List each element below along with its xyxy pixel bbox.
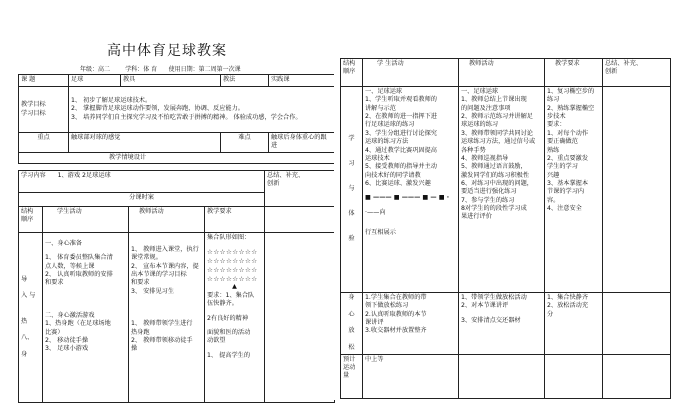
student-line: 4、通过教学比赛巩固提高 [365,146,437,154]
formation-row: ☆☆☆☆☆☆☆☆ [207,274,258,283]
teacher-line: 出本节课的学习目标 [131,271,187,279]
student-line: 和要求 [45,279,64,287]
learning-content [19,171,265,193]
drill-diagram: ■ ——— ■ ——— ■ — ■ · [365,194,450,202]
relax-teacher-activities [459,293,545,355]
empty-cell [603,354,671,398]
student-line: 点人数，等候上课 [45,262,95,270]
teacher-position-marker: ▲ [232,283,237,291]
teacher-activities [129,233,205,403]
teacher-line: 2、教师示范练习并讲解足 [461,113,533,121]
difficulty-text: 触球后身体重心的跟进 [269,133,335,153]
teacher-line: 热身跑 [131,328,150,336]
student-line: 行足球运球的练习 [365,121,415,129]
relax-requirements [545,293,603,355]
student-line: 课讲评 [365,319,384,327]
teacher-line: 和要求 [131,279,150,287]
student-line: 1、热身跑（在足球场地 [45,320,111,328]
requirement-line: 动欲望 [207,337,226,345]
formation-row: ☆☆☆☆☆☆☆☆ [207,257,258,266]
requirement-line: 2、放松活动充 [547,302,589,310]
goal-2: 2、 掌握脚背足球运球动作要领，发展奔跑、协调、反应能力。 [71,105,244,113]
teacher-line: 4、教师巡视指导 [461,154,509,162]
requirement-line: 要正确做范 [547,138,578,146]
order-column: 导 入 与 热 八、 身 [19,233,43,403]
teacher-line: 1、 教师带领学生进行 [131,320,193,328]
goals-label: 教学目标 学习目标 [19,87,69,133]
requirement-line: 1、集合快静齐 [547,294,589,301]
requirement-line: 4、注意安全 [547,205,582,213]
method-label: 教法 [221,75,269,87]
requirement-line: 伍快静齐。 [207,300,238,308]
teacher-line: 操 [131,345,138,353]
empty-cell [545,354,603,398]
key-point-text: 触球部对球的感觉 [69,133,221,153]
student-activity-header: 学生活动 [43,207,129,233]
student-line: 5、接受教师的指导并主动 [365,163,437,171]
teacher-line: 运球练习方法，通过信号或 [461,138,536,146]
student-line: 1.学生集合在教师的带 [365,294,427,301]
student-line: 行互相展示 [365,229,396,237]
teacher-line: 2、 教师带领移动徒手 [131,336,193,344]
formation-row: ☆☆☆☆☆☆☆☆ [207,248,258,257]
student-line: 一、身心准备 [45,240,83,247]
requirement-line: 学生的学习 [547,163,578,171]
difficulty-label: 难点 [221,133,269,153]
student-line: 2、在教师的进一指挥下进 [365,113,437,121]
order-column-practice: 学 习 与 体 验 [341,87,363,293]
requirement-line: 2、熟练掌握椭空 [547,104,595,112]
goals-text [69,87,335,133]
student-line: 1、学生听取并观看教师的 [365,96,437,104]
teacher-line: 5、教师通过语言鼓励， [461,163,527,171]
order-column-load: 预计 运动 量 [341,354,363,398]
requirement-line: 2、重点要激发 [547,154,589,162]
topic-value: 足球 [69,75,121,87]
student-line: 一、足球运球 [365,88,403,95]
requirement-line: 1、对每个动作 [547,129,589,137]
order-column-relax: 身 心 放 松 [341,293,363,355]
equipment-label: 教具 [121,75,221,87]
summary-label: 总结、补充、 创新 [265,171,335,207]
teacher-line: 球运球的练习 [461,121,499,129]
teacher-activities [459,87,545,293]
teacher-activity-header: 教师活动 [459,59,545,87]
learning-content-items: 1、游戏 2足球运球 [57,172,111,179]
requirement-line: 分 [547,310,554,318]
summary-empty [265,207,335,233]
formation-row: ☆☆☆☆☆☆☆☆ [207,265,258,274]
key-point-label: 重点 [19,133,69,153]
learning-content-label: 学习内容 [21,172,46,179]
teacher-line: 7、参与学生的练习 [461,196,515,204]
requirements-header: 教学要求 [545,59,603,87]
exercise-load: 中上等 [363,354,459,398]
drill-diagram-direction: ·——向 [365,208,386,216]
student-line: 3、学生分组进行讨论探究 [365,129,437,137]
formation-label: 集合队形如图： [207,234,251,241]
requirement-line: 兴趣 [547,171,560,179]
student-line: 运球的练习方法 [365,138,409,146]
student-line: 2、 认真听取教师的安排 [45,271,113,279]
student-line: 讲解与示范 [365,104,396,112]
teacher-line: 3、教师带领同学共同讨论 [461,129,533,137]
requirement-line: 要求： [547,121,566,129]
design-heading: 教学情境设计 [19,152,335,163]
topic-label: 课 题 [19,75,69,87]
relax-student-activities [363,293,459,355]
teacher-line: 2、 宣布本节课内容，提 [131,262,199,270]
student-line: 二、身心激活游戏 [45,311,95,319]
student-activities [363,87,459,293]
teacher-line: 2、对本节课讲评 [461,302,509,310]
requirement-line: 2有良好的精神 [207,314,249,322]
struct-label: 结构 顺序 [19,207,43,233]
summary-column [603,293,671,355]
student-line: 向技术好的同学请教 [365,171,421,179]
teacher-line: 果进行评价 [461,213,492,221]
time-heading: 分课时案 [19,193,265,207]
student-activities [43,233,129,403]
summary-column [265,233,335,403]
teacher-line: 1、带领学生做放松活动 [461,294,527,301]
requirements-column [545,87,603,293]
student-line: 领下做放松练习 [365,302,409,310]
student-line: 6、比赛运球、激发兴趣 [365,179,431,187]
requirements-column [205,233,265,403]
lesson-type: 实践课 [269,75,335,87]
continuation-table [340,58,671,399]
empty-cell [459,354,545,398]
teacher-line: 各种手势 [461,146,486,154]
teacher-line: 的问题及注意事项 [461,104,511,112]
teacher-line: 课堂常规。 [131,254,162,262]
requirement-line: 练习 [547,96,560,104]
teacher-line: 要适当进行强化练习 [461,188,517,196]
requirement-line: 3、基本掌握本 [547,179,589,187]
student-activity-header: 学 生活动 [363,59,459,87]
goal-3: 3、 培养同学们自主探究学习及不怕吃苦敢于拼搏的精神。 体验成功感，学会合作。 [71,113,302,121]
student-line: 2、 移动徒手操 [45,336,89,344]
requirement-line: 面貌和医的活动 [207,328,251,336]
student-line: 比赛） [45,328,64,336]
right-page [334,0,676,400]
teacher-line: 8对学生的的段性学习成 [461,205,527,213]
student-line: 1、 体育委员整队集合清 [45,254,113,262]
teacher-line: 3、 安排见习生 [131,287,175,295]
requirement-line: 节课的学习内 [547,188,585,196]
left-page [0,0,334,400]
summary-label: 总结、补充、 创新 [603,59,671,87]
struct-label: 结构 顺序 [341,59,363,87]
teacher-line: 一、足球运球 [461,88,499,95]
lesson-body-table [18,170,335,403]
requirement-line: 1、 提高学生的 [207,351,251,359]
document-title: 高中体育足球教案 [107,43,227,59]
student-line: 运球技术 [365,154,390,162]
teacher-line: 3、安排清点交还器材 [461,316,521,324]
teacher-line: 6、对练习中出现的问题， [461,179,533,187]
teacher-line: 1、 教师进入课堂，执行 [131,246,199,253]
teacher-line: 1、教师总结上节课出现 [461,96,527,104]
requirements-header: 教学要求 [205,207,265,233]
requirement-line: 要求：1、集合队 [207,291,255,299]
student-line: 2.认真听取教师的本节 [365,310,427,318]
goal-1: 1、 初步了解足球运球技术。 [71,96,152,104]
summary-column [603,87,671,293]
teacher-activity-header: 教师活动 [129,207,205,233]
teacher-line: 激发同学们的练习积极性 [461,171,530,179]
student-line: 3、 足球小游戏 [45,345,89,353]
lesson-header-table [18,74,335,164]
requirement-line: 步技术 [547,113,566,121]
requirement-line: 1、复习椭空步的 [547,88,595,95]
class-info-line: 年级：高二 学科：体 育 使用日期：第二周第一次课 [80,66,241,73]
requirement-line: 容。 [547,196,560,204]
student-line: 3.收交器材并放置整齐 [365,327,427,335]
requirement-line: 熟练 [547,146,560,154]
